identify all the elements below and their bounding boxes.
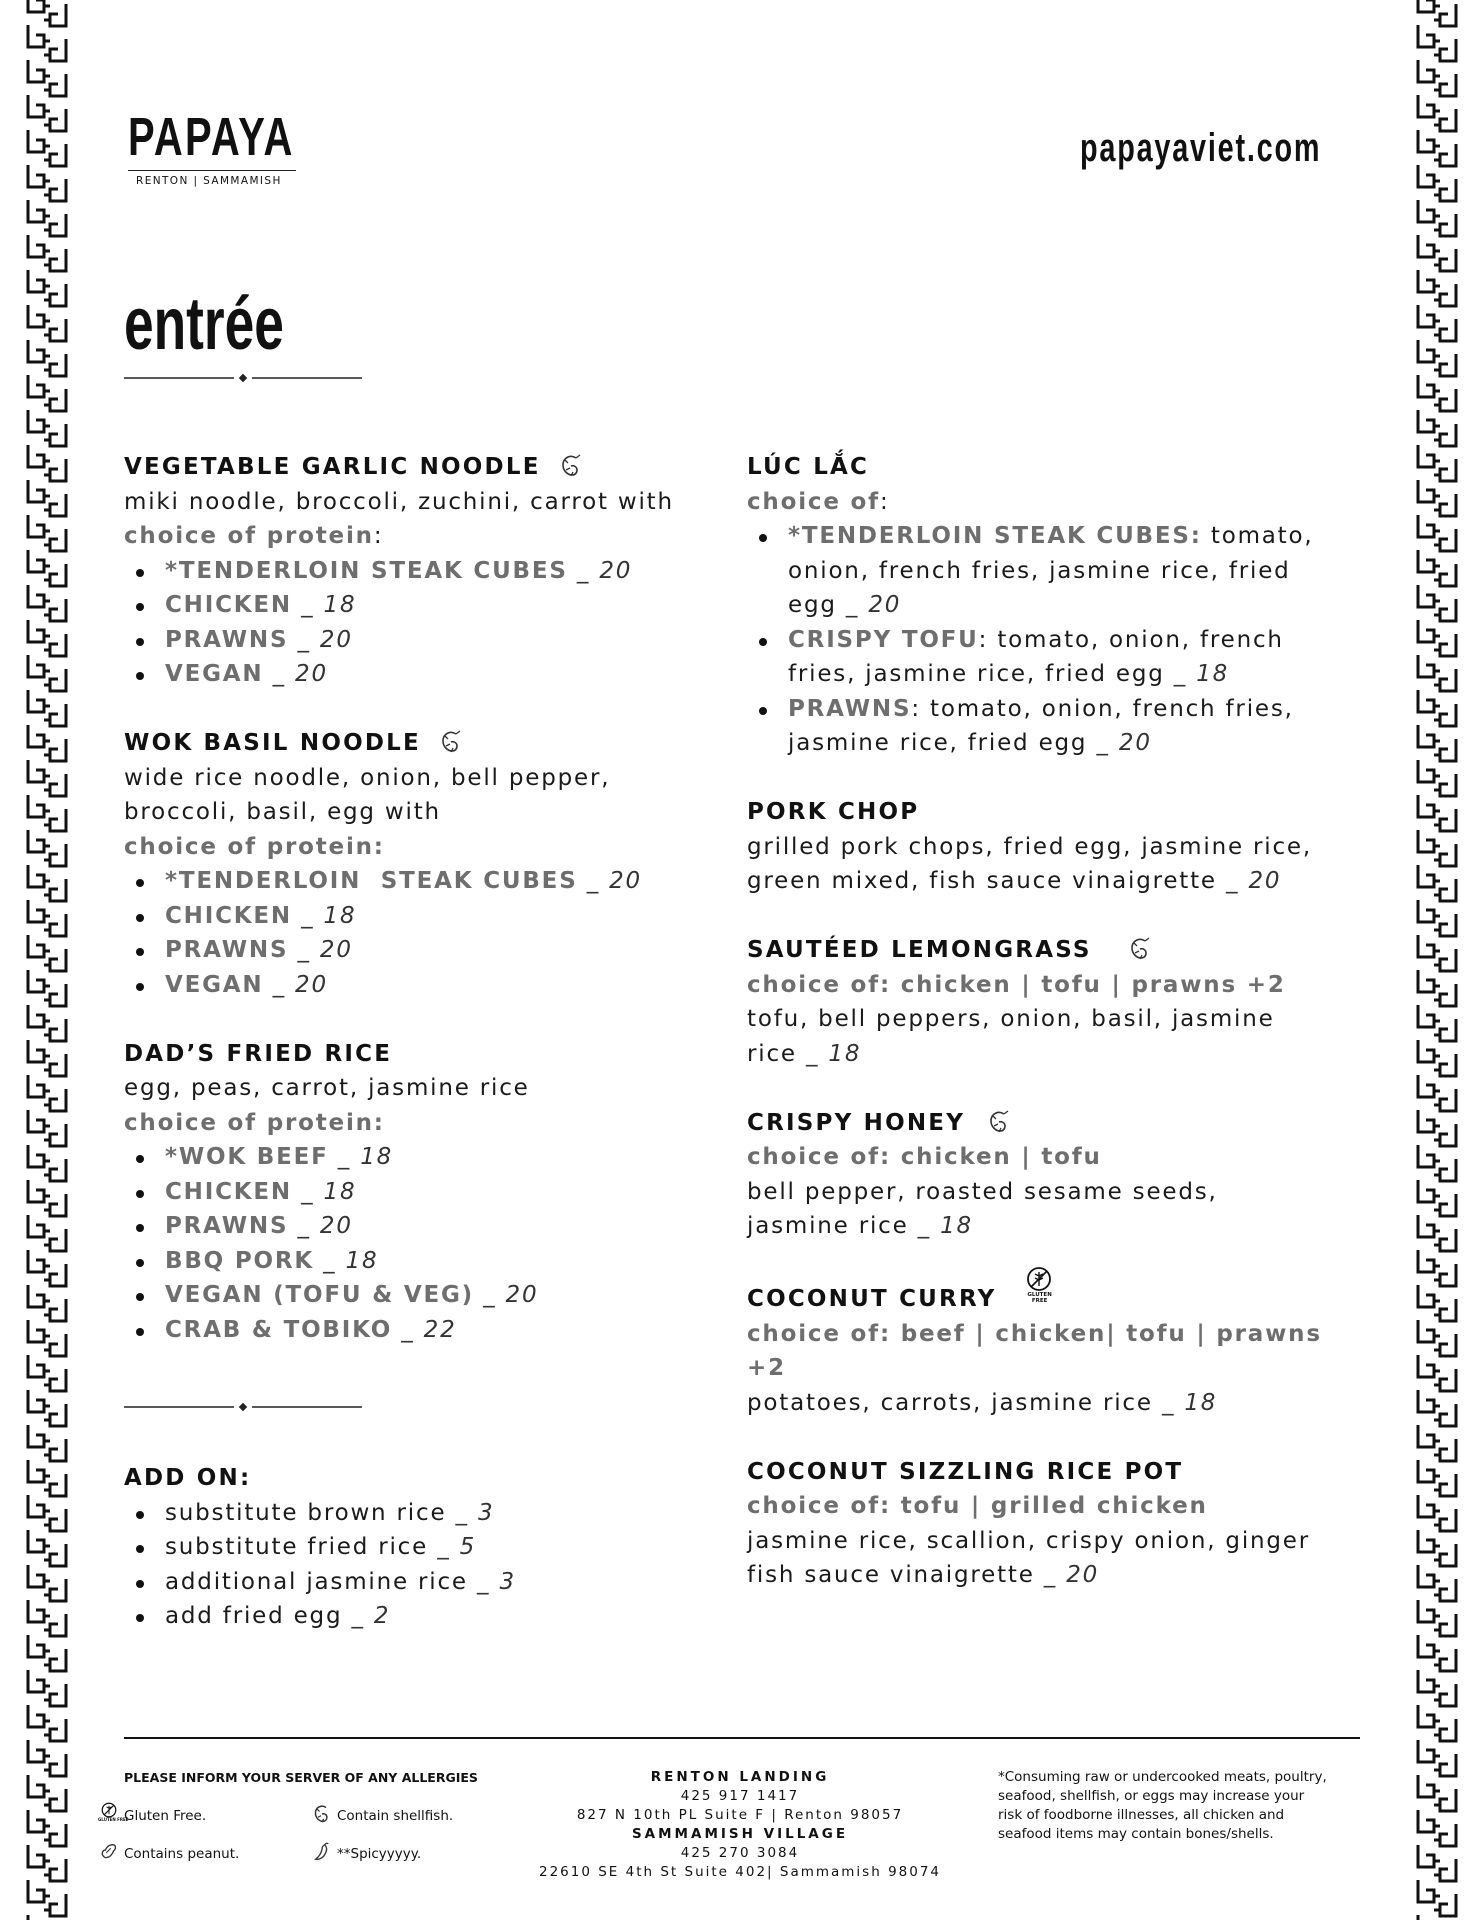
chili-pepper-icon xyxy=(313,1842,331,1862)
choice-label: choice of xyxy=(747,488,880,515)
brand-name: PAPAYA xyxy=(128,107,295,167)
location-phone[interactable]: 425 917 1417 xyxy=(680,1788,800,1804)
dish-coconut-curry: COCONUT CURRY GLUTEN FREE choice of: beef | chicken| tofu | prawns +2 potatoes, carrots, jasmine rice _ 18 xyxy=(747,1278,1367,1420)
list-item: PRAWNS _ 20 xyxy=(165,623,724,658)
choice-label: choice of: chicken | tofu xyxy=(747,1144,1102,1170)
dish-name: DAD’S FRIED RICE xyxy=(124,1040,393,1067)
legend-spicy: **Spicyyyyy. xyxy=(337,1846,421,1862)
legend-peanut: Contains peanut. xyxy=(124,1846,239,1862)
dish-luc-lac: LÚC LẮC choice of: *TENDERLOIN STEAK CUBES: tomato, onion, french fries, jasmine rice, fried egg _ 20 CRISPY TOFU: tomato, onion, french fries, jasmine rice, fried egg _ 18 PRAWNS: tomato, onion, french fries, jasmine rice, fried egg _ 20 xyxy=(747,450,1367,761)
list-item: *WOK BEEF _ 18 xyxy=(165,1140,724,1175)
list-item: BBQ PORK _ 18 xyxy=(165,1244,724,1279)
dish-price: 20 xyxy=(1066,1562,1100,1588)
list-item: substitute fried rice _ 5 xyxy=(165,1530,724,1565)
shellfish-icon xyxy=(988,1110,1010,1134)
dish-description: wide rice noodle, onion, bell pepper, xyxy=(124,764,611,791)
dish-name: VEGETABLE GARLIC NOODLE xyxy=(124,454,541,480)
location-address: 22610 SE 4th St Suite 402| Sammamish 98074 xyxy=(538,1864,942,1880)
add-on-list xyxy=(124,1496,724,1634)
location-phone[interactable]: 425 270 3084 xyxy=(680,1845,800,1861)
dish-description: green mixed, fish sauce vinaigrette xyxy=(747,868,1217,894)
dish-description: jasmine rice, scallion, crispy onion, ginger xyxy=(747,1527,1311,1554)
add-on-section xyxy=(124,1461,724,1634)
option-list xyxy=(747,519,1367,761)
choice-label: choice of protein: xyxy=(124,1109,385,1136)
option-list xyxy=(124,864,724,1002)
decorative-border-right xyxy=(1414,0,1460,1920)
decorative-border-left xyxy=(24,0,70,1920)
dish-description: broccoli, basil, egg with xyxy=(124,799,441,825)
dish-price: 18 xyxy=(1184,1389,1218,1416)
dish-vegetable-garlic-noodle: VEGETABLE GARLIC NOODLE miki noodle, broccoli, zuchini, carrot with choice of protein: *TENDERLOIN STEAK CUBES _ 20 CHICKEN _ 18 PRAWNS _ 20 VEGAN _ 20 xyxy=(124,450,724,692)
food-safety-disclaimer: *Consuming raw or undercooked meats, poultry, seafood, shellfish, or eggs may increase your risk of foodborne illnesses, all chicken and seafood items may contain bones/shells. xyxy=(998,1769,1327,1842)
shellfish-icon xyxy=(1129,937,1151,961)
list-item: *TENDERLOIN STEAK CUBES: tomato, onion, french fries, jasmine rice, fried egg _ 20 xyxy=(788,519,1367,623)
dish-crispy-honey: CRISPY HONEY choice of: chicken | tofu bell pepper, roasted sesame seeds, jasmine rice _ 18 xyxy=(747,1106,1367,1244)
choice-label: choice of: beef | chicken| tofu | prawns +2 xyxy=(747,1320,1322,1381)
dish-name: CRISPY HONEY xyxy=(747,1109,966,1136)
dish-pork-chop: PORK CHOP grilled pork chops, fried egg, jasmine rice, green mixed, fish sauce vinaigrette _ 20 xyxy=(747,795,1367,899)
footer-divider xyxy=(124,1737,1360,1739)
list-item: PRAWNS: tomato, onion, french fries, jasmine rice, fried egg _ 20 xyxy=(788,692,1367,761)
dish-description: rice xyxy=(747,1040,797,1067)
list-item: CHICKEN _ 18 xyxy=(165,588,724,623)
right-column xyxy=(747,450,1367,1627)
list-item: VEGAN _ 20 xyxy=(165,968,724,1003)
dish-coconut-sizzling-rice-pot: COCONUT SIZZLING RICE POT choice of: tofu | grilled chicken jasmine rice, scallion, crispy onion, ginger fish sauce vinaigrette _ 20 xyxy=(747,1455,1367,1593)
allergy-notice: PLEASE INFORM YOUR SERVER OF ANY ALLERGIES xyxy=(124,1770,478,1785)
choice-label: choice of protein xyxy=(124,523,374,549)
option-list xyxy=(124,554,724,692)
brand-logo xyxy=(128,108,300,187)
list-item: CRAB & TOBIKO _ 22 xyxy=(165,1313,724,1348)
peanut-icon xyxy=(100,1842,118,1860)
dish-name: PORK CHOP xyxy=(747,799,920,825)
dish-dads-fried-rice xyxy=(124,1037,724,1348)
location-name: SAMMAMISH VILLAGE xyxy=(631,1826,849,1842)
list-item: PRAWNS _ 20 xyxy=(165,1209,724,1244)
list-item: CHICKEN _ 18 xyxy=(165,1175,724,1210)
dish-name: WOK BASIL NOODLE xyxy=(124,730,421,756)
dish-name: COCONUT SIZZLING RICE POT xyxy=(747,1458,1184,1485)
locations-block xyxy=(520,1768,960,1882)
page-title: entrée xyxy=(124,282,284,365)
logo-rule xyxy=(128,170,296,171)
dish-description: jasmine rice xyxy=(747,1213,909,1239)
add-on-title: ADD ON: xyxy=(124,1465,252,1491)
dish-name: SAUTÉED LEMONGRASS xyxy=(747,937,1092,963)
dish-description: miki noodle, broccoli, zuchini, carrot with xyxy=(124,488,674,515)
legend-gluten-free: GLUTEN FREE Gluten Free. xyxy=(124,1808,206,1824)
list-item: VEGAN (TOFU & VEG) _ 20 xyxy=(165,1278,724,1313)
shellfish-icon xyxy=(313,1804,331,1824)
list-item: *TENDERLOIN STEAK CUBES _ 20 xyxy=(165,864,724,899)
dish-price: 20 xyxy=(1248,868,1282,894)
ornament-divider xyxy=(124,1401,364,1413)
dish-price: 18 xyxy=(940,1213,973,1239)
list-item: substitute brown rice _ 3 xyxy=(165,1496,724,1531)
dish-description: egg, peas, carrot, jasmine rice xyxy=(124,1075,530,1101)
dish-description: fish sauce vinaigrette xyxy=(747,1562,1035,1588)
brand-locations: RENTON | SAMMAMISH xyxy=(136,175,282,187)
shellfish-icon xyxy=(440,730,462,754)
gluten-free-icon: GLUTEN FREE xyxy=(1020,1278,1060,1308)
option-list xyxy=(124,1140,724,1347)
choice-label: choice of: tofu | grilled chicken xyxy=(747,1493,1208,1519)
dish-name: COCONUT CURRY xyxy=(747,1286,997,1312)
choice-label: choice of protein: xyxy=(124,833,385,860)
dish-price: 18 xyxy=(828,1040,862,1067)
dish-sauteed-lemongrass: SAUTÉED LEMONGRASS choice of: chicken | tofu | prawns +2 tofu, bell peppers, onion, basil, jasmine rice _ 18 xyxy=(747,933,1367,1071)
shellfish-icon xyxy=(560,454,582,478)
gluten-free-icon: GLUTEN FREE xyxy=(98,1802,120,1828)
list-item: VEGAN _ 20 xyxy=(165,657,724,692)
legend-shellfish: Contain shellfish. xyxy=(337,1808,453,1824)
dish-description: bell pepper, roasted sesame seeds, xyxy=(747,1178,1218,1205)
dish-wok-basil-noodle xyxy=(124,726,724,1002)
website-link[interactable]: papayaviet.com xyxy=(1080,126,1322,170)
list-item: PRAWNS _ 20 xyxy=(165,933,724,968)
ornament-divider xyxy=(124,372,364,384)
list-item: CRISPY TOFU: tomato, onion, french fries, jasmine rice, fried egg _ 18 xyxy=(788,623,1367,692)
location-name: RENTON LANDING xyxy=(650,1769,830,1785)
choice-label: choice of: chicken | tofu | prawns +2 xyxy=(747,971,1286,998)
dish-name: LÚC LẮC xyxy=(747,454,870,480)
list-item: add fried egg _ 2 xyxy=(165,1599,724,1634)
location-address: 827 N 10th PL Suite F | Renton 98057 xyxy=(576,1807,904,1823)
list-item: CHICKEN _ 18 xyxy=(165,899,724,934)
list-item: additional jasmine rice _ 3 xyxy=(165,1565,724,1600)
dish-description: tofu, bell peppers, onion, basil, jasmine xyxy=(747,1006,1275,1032)
dish-description: potatoes, carrots, jasmine rice xyxy=(747,1389,1153,1416)
list-item: *TENDERLOIN STEAK CUBES _ 20 xyxy=(165,554,724,589)
dish-description: grilled pork chops, fried egg, jasmine rice, xyxy=(747,833,1312,860)
left-column xyxy=(124,450,724,1382)
